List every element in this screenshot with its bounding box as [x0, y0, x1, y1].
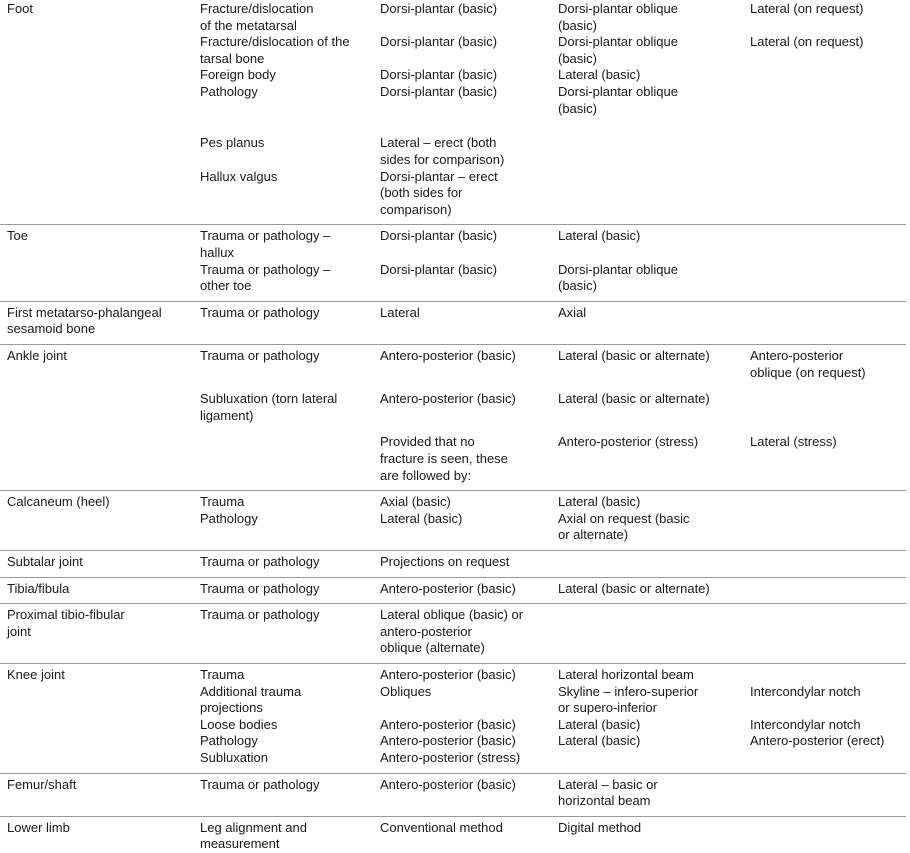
projection-cell: Antero-posterior (basic) [380, 733, 516, 749]
row-divider [0, 301, 906, 302]
projection-cell: Obliques [380, 683, 432, 699]
indication-cell: Trauma or pathology [200, 776, 320, 792]
projection-cell: Antero-posterior (basic) [380, 776, 516, 792]
indication-cell: Subluxation [200, 749, 268, 765]
projection-cell: Lateral (basic) [558, 228, 641, 244]
projection-cell: Lateral (basic or alternate) [558, 391, 710, 407]
projection-cell: Digital method [558, 819, 642, 835]
projection-cell: Dorsi-plantar (basic) [380, 34, 498, 50]
indication-cell: Foreign body [200, 67, 276, 83]
projection-cell: Intercondylar notch [750, 683, 861, 699]
indication-cell: Pathology [200, 733, 258, 749]
region-cell: First metatarso-phalangeal sesamoid bone [7, 304, 162, 337]
projection-cell: Lateral (on request) [750, 34, 864, 50]
projection-cell: Antero-posterior (basic) [380, 716, 516, 732]
projection-cell: Dorsi-plantar oblique (basic) [558, 34, 678, 66]
indication-cell: Trauma or pathology [200, 607, 320, 623]
indication-cell: Pes planus [200, 135, 265, 151]
projection-cell: Provided that no fracture is seen, these are followed by: [380, 434, 508, 483]
indication-cell: Trauma or pathology [200, 304, 320, 320]
projection-cell: Lateral horizontal beam [558, 666, 694, 682]
region-cell: Tibia/fibula [7, 580, 70, 596]
projection-cell: Lateral (basic) [380, 510, 463, 526]
indication-cell: Trauma or pathology [200, 580, 320, 596]
indication-cell: Trauma or pathology – hallux [200, 228, 331, 261]
indication-cell: Trauma or pathology [200, 553, 320, 569]
indication-cell: Trauma or pathology – other toe [200, 261, 331, 294]
row-divider [0, 490, 906, 491]
row-divider [0, 224, 906, 225]
projection-cell: Dorsi-plantar (basic) [380, 67, 498, 83]
projection-cell: Antero-posterior (basic) [380, 580, 516, 596]
row-divider [0, 773, 906, 774]
projection-cell: Antero-posterior oblique (on request) [750, 348, 866, 380]
projection-cell: Lateral (basic) [558, 733, 641, 749]
region-cell: Calcaneum (heel) [7, 494, 110, 510]
indication-cell: Leg alignment and measurement [200, 819, 307, 852]
projection-cell: Antero-posterior (basic) [380, 391, 516, 407]
region-cell: Proximal tibio-fibular joint [7, 607, 125, 639]
row-divider [0, 577, 906, 578]
projection-cell: Antero-posterior (stress) [380, 749, 521, 765]
row-divider [0, 816, 906, 817]
region-cell: Ankle joint [7, 348, 67, 364]
row-divider [0, 603, 906, 604]
projection-cell: Antero-posterior (basic) [380, 666, 516, 682]
region-cell: Foot [7, 1, 34, 16]
projection-cell: Dorsi-plantar (basic) [380, 261, 498, 277]
indication-cell: Fracture/dislocation of the metatarsal [200, 1, 314, 33]
projection-cell: Dorsi-plantar (basic) [380, 228, 498, 244]
indication-cell: Trauma [200, 494, 245, 510]
projection-cell: Dorsi-plantar oblique (basic) [558, 84, 678, 116]
projection-cell: Axial [558, 304, 587, 320]
projection-cell: Antero-posterior (basic) [380, 348, 516, 364]
projection-cell: Lateral – basic or horizontal beam [558, 776, 658, 809]
indication-cell: Loose bodies [200, 716, 278, 732]
projection-cell: Lateral (stress) [750, 434, 837, 450]
projection-cell: Dorsi-plantar oblique (basic) [558, 261, 678, 294]
projection-cell: Lateral (basic or alternate) [558, 348, 710, 364]
projection-cell: Projections on request [380, 553, 510, 569]
region-cell: Lower limb [7, 819, 70, 835]
projection-cell: Lateral – erect (both sides for comparison) [380, 135, 505, 168]
indication-cell: Subluxation (torn lateral ligament) [200, 391, 338, 423]
projection-cell: Lateral (basic) [558, 716, 641, 732]
projection-cell: Conventional method [380, 819, 503, 835]
region-cell: Subtalar joint [7, 553, 83, 569]
projection-cell: Antero-posterior (erect) [750, 733, 885, 749]
projection-cell: Skyline – infero-superior or supero-inferior [558, 683, 699, 716]
projection-cell: Lateral (basic or alternate) [558, 580, 710, 596]
projection-cell: Dorsi-plantar – erect (both sides for comparison) [380, 168, 498, 217]
projection-cell: Dorsi-plantar (basic) [380, 1, 498, 16]
projection-cell: Dorsi-plantar oblique (basic) [558, 1, 678, 33]
projection-cell: Lateral (on request) [750, 1, 864, 16]
indication-cell: Pathology [200, 84, 258, 99]
indication-cell: Trauma [200, 666, 245, 682]
region-cell: Toe [7, 228, 28, 244]
projection-cell: Lateral oblique (basic) or antero-posterior oblique (alternate) [380, 607, 524, 656]
projection-cell: Dorsi-plantar (basic) [380, 84, 498, 99]
region-cell: Femur/shaft [7, 776, 77, 792]
projection-cell: Lateral (basic) [558, 67, 641, 83]
row-divider [0, 550, 906, 551]
indication-cell: Pathology [200, 510, 258, 526]
row-divider [0, 344, 906, 345]
projection-cell: Lateral (basic) [558, 494, 641, 510]
projection-cell: Axial on request (basic or alternate) [558, 510, 690, 543]
projection-cell: Lateral [380, 304, 420, 320]
projection-cell: Antero-posterior (stress) [558, 434, 699, 450]
indication-cell: Trauma or pathology [200, 348, 320, 364]
region-cell: Knee joint [7, 666, 65, 682]
indication-cell: Hallux valgus [200, 168, 278, 184]
indication-cell: Additional trauma projections [200, 683, 302, 716]
projection-cell: Axial (basic) [380, 494, 451, 510]
row-divider [0, 663, 906, 664]
indication-cell: Fracture/dislocation of the tarsal bone [200, 34, 350, 66]
projection-cell: Intercondylar notch [750, 716, 861, 732]
